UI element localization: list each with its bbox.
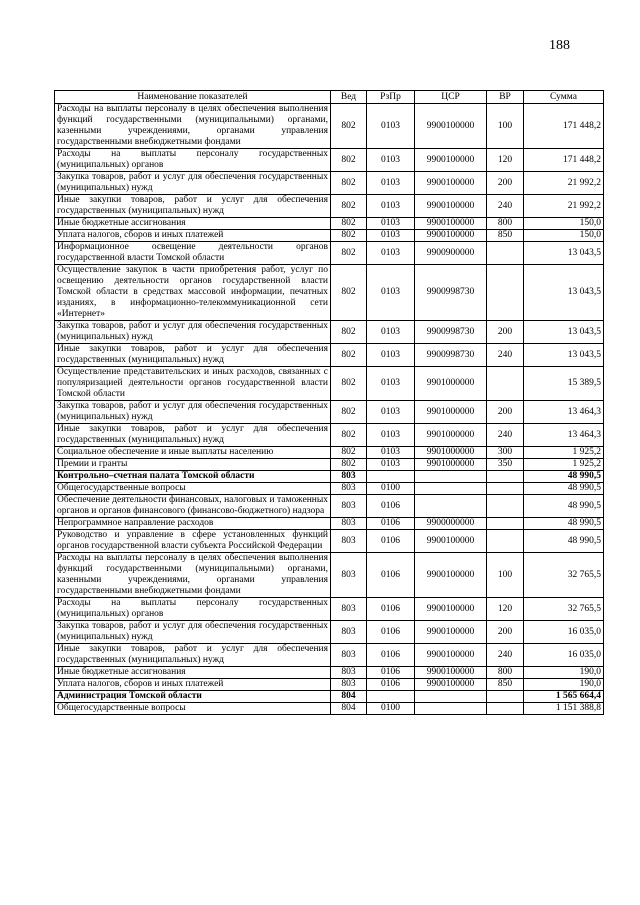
row-vr-cell: 120 <box>487 598 524 621</box>
table-row <box>55 621 604 644</box>
row-vr-cell: 300 <box>487 447 524 459</box>
row-ved-cell: 802 <box>331 401 367 424</box>
row-vr-cell: 800 <box>487 667 524 679</box>
row-name-cell: Руководство и управление в сфере установленных функций органов государственной власти субъекта Российской Федерации <box>55 530 331 553</box>
row-name-cell: Закупка товаров, работ и услуг для обеспечения государственных (муниципальных) нужд <box>55 621 331 644</box>
row-rzpr-cell: 0103 <box>367 104 415 149</box>
row-sum-cell: 21 992,2 <box>524 195 604 218</box>
row-rzpr-cell: 0100 <box>367 703 415 715</box>
row-name-cell: Общегосударственные вопросы <box>55 703 331 715</box>
row-ved-cell: 803 <box>331 598 367 621</box>
row-vr-cell: 850 <box>487 679 524 691</box>
row-name-cell: Иные бюджетные ассигнования <box>55 218 331 230</box>
row-ved-cell: 803 <box>331 483 367 495</box>
row-csr-cell: 9900100000 <box>415 598 487 621</box>
row-name-cell: Премии и гранты <box>55 459 331 471</box>
row-sum-cell: 48 990,5 <box>524 495 604 518</box>
row-ved-cell: 802 <box>331 459 367 471</box>
header-rzpr: РзПр <box>367 91 415 104</box>
row-csr-cell: 9900998730 <box>415 265 487 321</box>
row-csr-cell: 9900998730 <box>415 321 487 344</box>
row-ved-cell: 802 <box>331 265 367 321</box>
row-vr-cell <box>487 495 524 518</box>
row-name-cell: Расходы на выплаты персоналу государственных (муниципальных) органов <box>55 598 331 621</box>
row-rzpr-cell: 0103 <box>367 149 415 172</box>
row-name-cell: Закупка товаров, работ и услуг для обеспечения государственных (муниципальных) нужд <box>55 172 331 195</box>
table-row <box>55 459 604 471</box>
table-row <box>55 518 604 530</box>
table-row <box>55 471 604 483</box>
row-sum-cell: 13 043,5 <box>524 344 604 367</box>
row-sum-cell: 13 043,5 <box>524 242 604 265</box>
row-rzpr-cell: 0103 <box>367 230 415 242</box>
row-csr-cell: 9900100000 <box>415 104 487 149</box>
row-ved-cell: 803 <box>331 471 367 483</box>
row-rzpr-cell: 0103 <box>367 459 415 471</box>
row-name-cell: Иные закупки товаров, работ и услуг для обеспечения государственных (муниципальных) нужд <box>55 344 331 367</box>
row-ved-cell: 802 <box>331 195 367 218</box>
row-ved-cell: 802 <box>331 230 367 242</box>
row-sum-cell: 48 990,5 <box>524 518 604 530</box>
row-sum-cell: 1 565 664,4 <box>524 691 604 703</box>
row-name-cell: Иные закупки товаров, работ и услуг для обеспечения государственных (муниципальных) нужд <box>55 424 331 447</box>
table-row <box>55 679 604 691</box>
row-sum-cell: 32 765,5 <box>524 598 604 621</box>
row-name-cell: Расходы на выплаты персоналу в целях обеспечения выполнения функций государственными (муниципальными) органами, казенными учреждениями, органами управления государственными внебюджетными фондами <box>55 104 331 149</box>
row-name-cell: Расходы на выплаты персоналу государственных (муниципальных) органов <box>55 149 331 172</box>
table-row <box>55 424 604 447</box>
row-rzpr-cell: 0106 <box>367 553 415 598</box>
row-ved-cell: 802 <box>331 172 367 195</box>
row-name-cell: Иные бюджетные ассигнования <box>55 667 331 679</box>
row-rzpr-cell: 0103 <box>367 195 415 218</box>
row-sum-cell: 16 035,0 <box>524 644 604 667</box>
row-sum-cell: 48 990,5 <box>524 530 604 553</box>
row-name-cell: Непрограммное направление расходов <box>55 518 331 530</box>
table-row <box>55 495 604 518</box>
row-ved-cell: 802 <box>331 104 367 149</box>
row-rzpr-cell: 0103 <box>367 242 415 265</box>
row-rzpr-cell: 0103 <box>367 321 415 344</box>
row-ved-cell: 802 <box>331 424 367 447</box>
row-sum-cell: 150,0 <box>524 218 604 230</box>
table-row <box>55 667 604 679</box>
table-row <box>55 230 604 242</box>
row-ved-cell: 802 <box>331 218 367 230</box>
row-name-cell: Уплата налогов, сборов и иных платежей <box>55 679 331 691</box>
row-vr-cell <box>487 691 524 703</box>
table-row <box>55 553 604 598</box>
row-ved-cell: 802 <box>331 242 367 265</box>
budget-table <box>54 90 604 715</box>
row-sum-cell: 15 389,5 <box>524 367 604 401</box>
table-row <box>55 149 604 172</box>
page-number: 188 <box>549 38 570 53</box>
row-sum-cell: 150,0 <box>524 230 604 242</box>
row-sum-cell: 13 464,3 <box>524 424 604 447</box>
row-rzpr-cell: 0103 <box>367 367 415 401</box>
row-sum-cell: 48 990,5 <box>524 483 604 495</box>
row-rzpr-cell <box>367 691 415 703</box>
table-row <box>55 530 604 553</box>
row-sum-cell: 190,0 <box>524 679 604 691</box>
row-ved-cell: 803 <box>331 667 367 679</box>
table-row <box>55 598 604 621</box>
row-rzpr-cell <box>367 471 415 483</box>
row-csr-cell: 9901000000 <box>415 367 487 401</box>
row-ved-cell: 803 <box>331 530 367 553</box>
row-vr-cell: 200 <box>487 172 524 195</box>
row-sum-cell: 13 043,5 <box>524 265 604 321</box>
row-csr-cell: 9901000000 <box>415 401 487 424</box>
table-row <box>55 195 604 218</box>
row-sum-cell: 1 151 388,8 <box>524 703 604 715</box>
row-name-cell: Контрольно–счетная палата Томской области <box>55 471 331 483</box>
row-ved-cell: 802 <box>331 447 367 459</box>
row-name-cell: Администрация Томской области <box>55 691 331 703</box>
row-name-cell: Обеспечение деятельности финансовых, налоговых и таможенных органов и органов финансового (финансово-бюджетного) надзора <box>55 495 331 518</box>
row-vr-cell: 200 <box>487 321 524 344</box>
row-csr-cell: 9900100000 <box>415 553 487 598</box>
table-row <box>55 367 604 401</box>
row-vr-cell: 100 <box>487 104 524 149</box>
row-name-cell: Иные закупки товаров, работ и услуг для обеспечения государственных (муниципальных) нужд <box>55 195 331 218</box>
row-sum-cell: 171 448,2 <box>524 104 604 149</box>
row-vr-cell: 850 <box>487 230 524 242</box>
row-rzpr-cell: 0106 <box>367 621 415 644</box>
row-csr-cell: 9901000000 <box>415 424 487 447</box>
table-row <box>55 321 604 344</box>
row-csr-cell: 9900100000 <box>415 230 487 242</box>
row-rzpr-cell: 0103 <box>367 344 415 367</box>
row-rzpr-cell: 0106 <box>367 679 415 691</box>
row-vr-cell: 800 <box>487 218 524 230</box>
row-vr-cell: 350 <box>487 459 524 471</box>
row-vr-cell <box>487 530 524 553</box>
header-csr: ЦСР <box>415 91 487 104</box>
row-csr-cell: 9900100000 <box>415 195 487 218</box>
row-vr-cell: 240 <box>487 195 524 218</box>
row-name-cell: Социальное обеспечение и иные выплаты населению <box>55 447 331 459</box>
row-csr-cell <box>415 703 487 715</box>
row-csr-cell <box>415 691 487 703</box>
row-vr-cell: 200 <box>487 401 524 424</box>
table-row <box>55 172 604 195</box>
row-name-cell: Общегосударственные вопросы <box>55 483 331 495</box>
row-name-cell: Осуществление закупок в части приобретения работ, услуг по освещению деятельности органов государственной власти Томской области в средствах массовой информации, печатных изданиях, в информационно-телекоммуникационной сети «Интернет» <box>55 265 331 321</box>
row-ved-cell: 803 <box>331 518 367 530</box>
row-name-cell: Уплата налогов, сборов и иных платежей <box>55 230 331 242</box>
row-name-cell: Информационное освещение деятельности органов государственной власти Томской области <box>55 242 331 265</box>
row-csr-cell: 9900100000 <box>415 218 487 230</box>
row-ved-cell: 804 <box>331 691 367 703</box>
row-csr-cell: 9900100000 <box>415 149 487 172</box>
header-ved: Вед <box>331 91 367 104</box>
row-sum-cell: 13 043,5 <box>524 321 604 344</box>
row-csr-cell <box>415 483 487 495</box>
table-row <box>55 104 604 149</box>
row-csr-cell: 9900000000 <box>415 518 487 530</box>
row-vr-cell: 100 <box>487 553 524 598</box>
table-row <box>55 344 604 367</box>
row-ved-cell: 803 <box>331 553 367 598</box>
row-ved-cell: 802 <box>331 367 367 401</box>
row-ved-cell: 803 <box>331 621 367 644</box>
row-csr-cell: 9900100000 <box>415 679 487 691</box>
row-vr-cell <box>487 367 524 401</box>
row-ved-cell: 802 <box>331 321 367 344</box>
table-body <box>55 104 604 715</box>
row-rzpr-cell: 0106 <box>367 495 415 518</box>
row-csr-cell: 9900900000 <box>415 242 487 265</box>
row-sum-cell: 190,0 <box>524 667 604 679</box>
header-vr: ВР <box>487 91 524 104</box>
table-row <box>55 703 604 715</box>
row-rzpr-cell: 0103 <box>367 265 415 321</box>
row-vr-cell <box>487 265 524 321</box>
row-csr-cell <box>415 471 487 483</box>
row-sum-cell: 21 992,2 <box>524 172 604 195</box>
row-csr-cell: 9900998730 <box>415 344 487 367</box>
row-rzpr-cell: 0103 <box>367 447 415 459</box>
row-rzpr-cell: 0106 <box>367 667 415 679</box>
row-ved-cell: 803 <box>331 644 367 667</box>
row-name-cell: Расходы на выплаты персоналу в целях обеспечения выполнения функций государственными (муниципальными) органами, казенными учреждениями, органами управления государственными внебюджетными фондами <box>55 553 331 598</box>
row-sum-cell: 171 448,2 <box>524 149 604 172</box>
row-vr-cell: 240 <box>487 644 524 667</box>
table-row <box>55 644 604 667</box>
row-csr-cell: 9900100000 <box>415 621 487 644</box>
row-sum-cell: 16 035,0 <box>524 621 604 644</box>
table-row <box>55 447 604 459</box>
row-rzpr-cell: 0106 <box>367 530 415 553</box>
row-sum-cell: 1 925,2 <box>524 459 604 471</box>
row-sum-cell: 48 990,5 <box>524 471 604 483</box>
row-rzpr-cell: 0103 <box>367 172 415 195</box>
table-header-row <box>55 91 604 104</box>
row-vr-cell <box>487 471 524 483</box>
row-name-cell: Осуществление представительских и иных расходов, связанных с популяризацией деятельности органов государственной власти Томской области <box>55 367 331 401</box>
table-row <box>55 483 604 495</box>
row-rzpr-cell: 0106 <box>367 644 415 667</box>
row-name-cell: Закупка товаров, работ и услуг для обеспечения государственных (муниципальных) нужд <box>55 401 331 424</box>
row-csr-cell: 9901000000 <box>415 459 487 471</box>
row-csr-cell: 9901000000 <box>415 447 487 459</box>
row-ved-cell: 803 <box>331 495 367 518</box>
row-ved-cell: 802 <box>331 149 367 172</box>
row-vr-cell: 240 <box>487 344 524 367</box>
row-vr-cell <box>487 242 524 265</box>
row-ved-cell: 804 <box>331 703 367 715</box>
header-name: Наименование показателей <box>55 91 331 104</box>
row-sum-cell: 13 464,3 <box>524 401 604 424</box>
row-rzpr-cell: 0100 <box>367 483 415 495</box>
row-rzpr-cell: 0103 <box>367 424 415 447</box>
row-vr-cell <box>487 483 524 495</box>
row-sum-cell: 32 765,5 <box>524 553 604 598</box>
row-vr-cell: 240 <box>487 424 524 447</box>
row-csr-cell: 9900100000 <box>415 644 487 667</box>
row-rzpr-cell: 0103 <box>367 401 415 424</box>
row-rzpr-cell: 0103 <box>367 218 415 230</box>
table-row <box>55 401 604 424</box>
row-rzpr-cell: 0106 <box>367 518 415 530</box>
table-row <box>55 265 604 321</box>
row-vr-cell <box>487 518 524 530</box>
row-sum-cell: 1 925,2 <box>524 447 604 459</box>
row-name-cell: Иные закупки товаров, работ и услуг для обеспечения государственных (муниципальных) нужд <box>55 644 331 667</box>
row-csr-cell: 9900100000 <box>415 530 487 553</box>
row-csr-cell: 9900100000 <box>415 667 487 679</box>
row-ved-cell: 803 <box>331 679 367 691</box>
row-vr-cell: 120 <box>487 149 524 172</box>
header-sum: Сумма <box>524 91 604 104</box>
row-csr-cell: 9900100000 <box>415 172 487 195</box>
row-name-cell: Закупка товаров, работ и услуг для обеспечения государственных (муниципальных) нужд <box>55 321 331 344</box>
row-csr-cell <box>415 495 487 518</box>
table-row <box>55 218 604 230</box>
row-ved-cell: 802 <box>331 344 367 367</box>
row-vr-cell <box>487 703 524 715</box>
row-rzpr-cell: 0106 <box>367 598 415 621</box>
table-row <box>55 242 604 265</box>
table-row <box>55 691 604 703</box>
row-vr-cell: 200 <box>487 621 524 644</box>
